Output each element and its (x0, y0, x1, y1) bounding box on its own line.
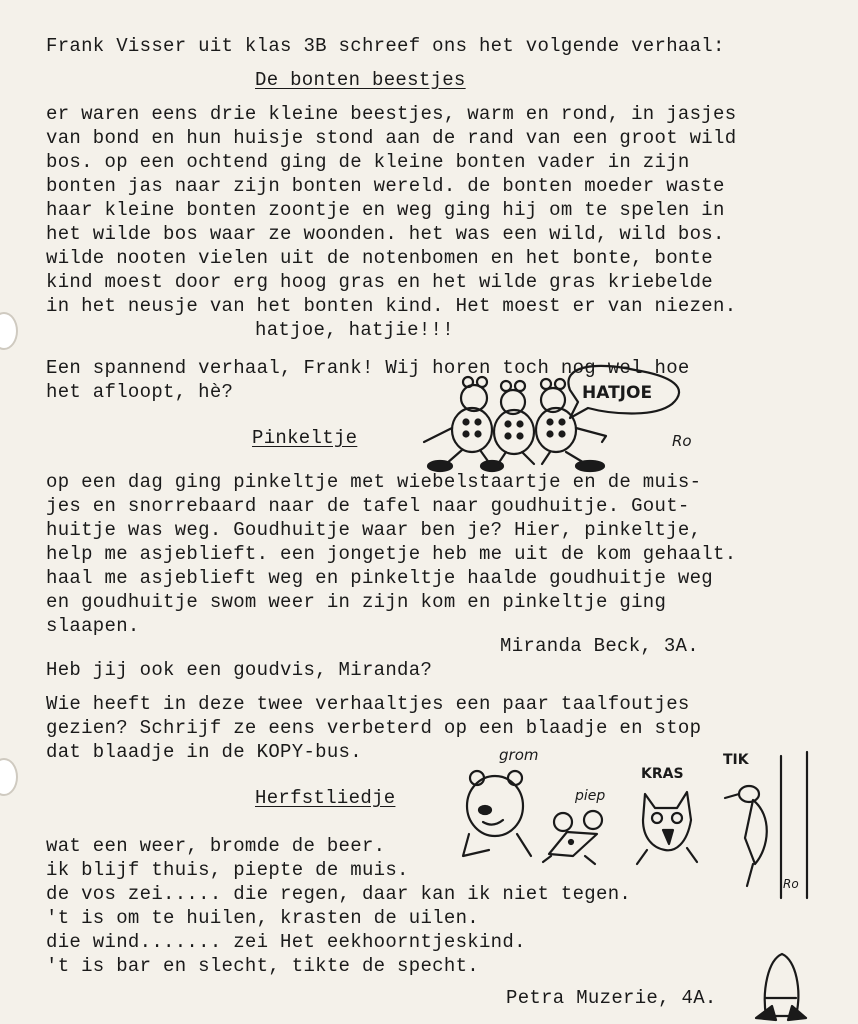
mouse-icon (543, 811, 602, 864)
story1-closing: hatjoe, hatjie!!! (255, 319, 454, 341)
story2-line: op een dag ging pinkeltje met wiebelstaartje en de muis- (46, 471, 702, 493)
comment3-line: gezien? Schrijf ze eens verbeterd op een blaadje en stop (46, 717, 702, 739)
poem-line: wat een weer, bromde de beer. (46, 835, 386, 857)
story2-line: huitje was weg. Goudhuitje waar ben je? Hier, pinkeltje, (46, 519, 702, 541)
punch-hole-top (0, 312, 18, 350)
story1-line: wilde nooten vielen uit de notenbomen en het bonte, bonte (46, 247, 714, 269)
grom-label: grom (499, 746, 539, 764)
woodpecker-icon (725, 786, 767, 886)
three-animals-drawing (410, 368, 700, 478)
animal-figure-1-icon (424, 377, 492, 471)
comment1-line: het afloopt, hè? (46, 381, 234, 403)
story1-title: De bonten beestjes (255, 69, 466, 91)
intro-line: Frank Visser uit klas 3B schreef ons het volgende verhaal: (46, 35, 725, 57)
poem-title: Herfstliedje (255, 787, 396, 809)
animal-figure-2-icon (481, 381, 534, 471)
poem-line: de vos zei..... die regen, daar kan ik niet tegen. (46, 883, 632, 905)
piep-label: piep (575, 788, 606, 804)
story2-line: jes en snorrebaard naar de tafel naar goudhuitje. Gout- (46, 495, 690, 517)
story2-line: slaapen. (46, 615, 140, 637)
artist-signature: Ro (672, 432, 692, 450)
story2-title: Pinkeltje (252, 427, 358, 449)
story1-line: er waren eens drie kleine beestjes, warm en rond, in jasjes (46, 103, 737, 125)
story1-line: kind moest door erg hoog gras en het wilde gras kriebelde (46, 271, 714, 293)
comment2-line: Heb jij ook een goudvis, Miranda? (46, 659, 433, 681)
tik-label: TIK (723, 752, 749, 768)
artist-signature: Ro (783, 877, 799, 891)
owl-icon (637, 792, 697, 864)
poem-line: die wind....... zei Het eekhoorntjeskind. (46, 931, 526, 953)
poem-line: 't is om te huilen, krasten de uilen. (46, 907, 479, 929)
story1-line: haar kleine bonten zoontje en weg ging hij om te spelen in (46, 199, 725, 221)
comment3-line: dat blaadje in de KOPY-bus. (46, 741, 362, 763)
story2-line: help me asjeblieft. een jongetje heb me uit de kom gehaalt. (46, 543, 737, 565)
story1-line: bonten jas naar zijn bonten wereld. de bonten moeder waste (46, 175, 725, 197)
hooded-figure-drawing (752, 950, 810, 1022)
story1-line: in het neusje van het bonten kind. Het moest er van niezen. (46, 295, 737, 317)
poem-line: ik blijf thuis, piepte de muis. (46, 859, 409, 881)
kras-label: KRAS (641, 766, 684, 782)
story1-line: het wilde bos waar ze woonden. het was een wild, wild bos. (46, 223, 725, 245)
punch-hole-bottom (0, 758, 18, 796)
speech-bubble-text: HATJOE (582, 383, 653, 403)
story2-line: haal me asjeblieft weg en pinkeltje haalde goudhuitje weg (46, 567, 714, 589)
animals-drawing (455, 738, 815, 900)
story1-line: bos. op een ochtend ging de kleine bonten vader in zijn (46, 151, 690, 173)
poem-line: 't is bar en slecht, tikte de specht. (46, 955, 479, 977)
bear-icon (463, 771, 531, 856)
story2-author: Miranda Beck, 3A. (500, 635, 699, 657)
poem-author: Petra Muzerie, 4A. (506, 987, 717, 1009)
story1-line: van bond en hun huisje stond aan de rand van een groot wild (46, 127, 737, 149)
comment1-line: Een spannend verhaal, Frank! Wij horen toch nog wel hoe (46, 357, 690, 379)
comment3-line: Wie heeft in deze twee verhaaltjes een paar taalfoutjes (46, 693, 690, 715)
story2-line: en goudhuitje swom weer in zijn kom en pinkeltje ging (46, 591, 667, 613)
